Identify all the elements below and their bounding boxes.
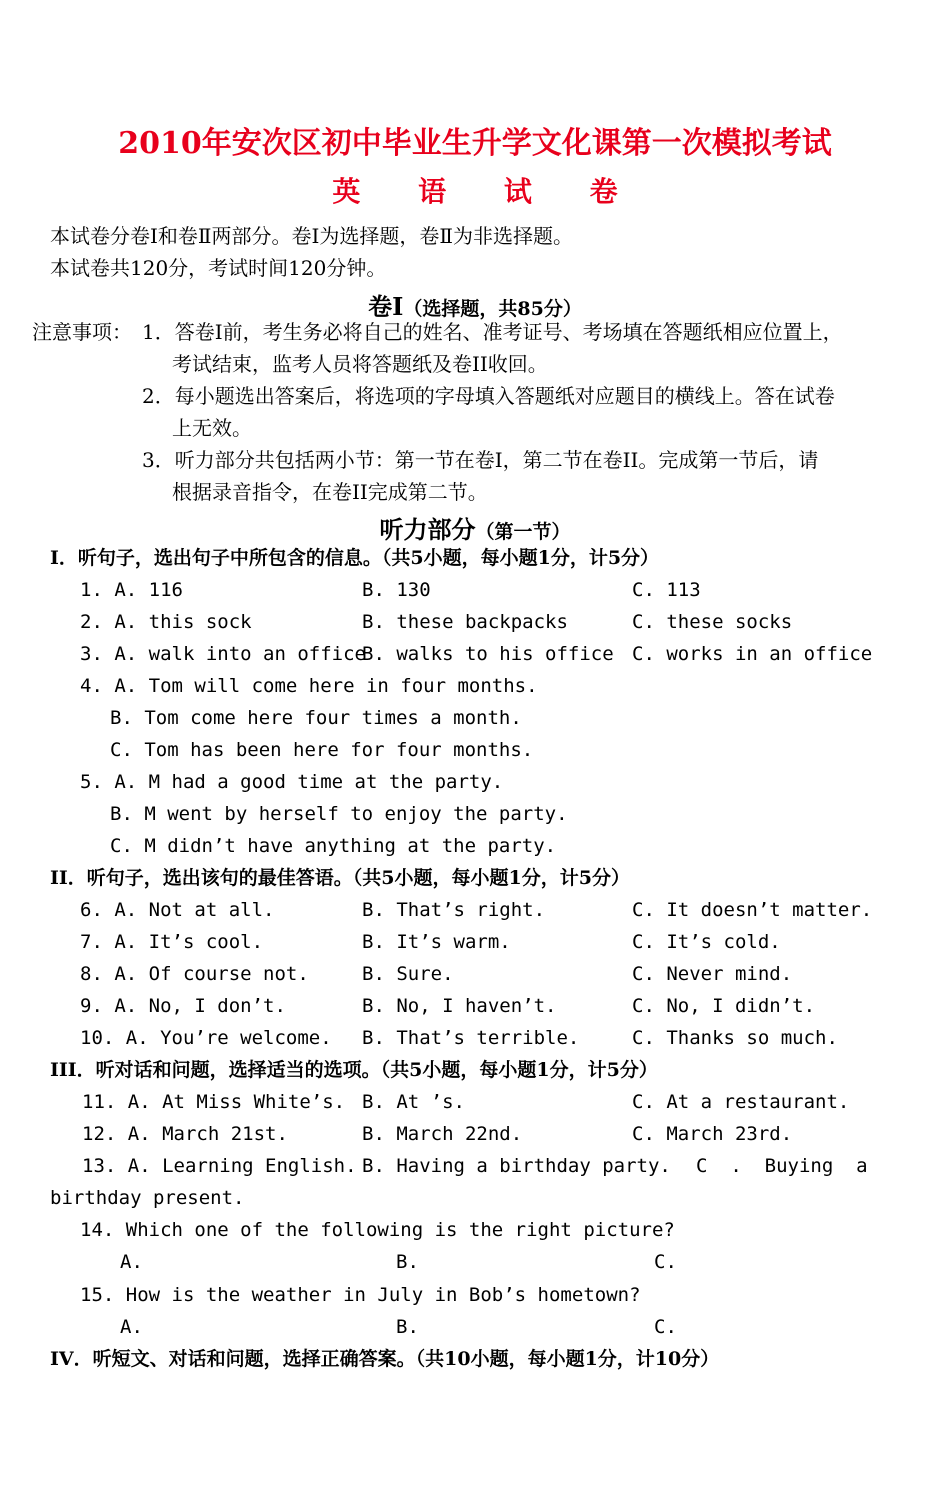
q9-option-c: C. No, I didn’t. (632, 995, 816, 1017)
section-1-heading: I．听句子，选出句子中所包含的信息。（共5小题，每小题1分，计5分） (50, 547, 660, 569)
q14-option-b: B. (396, 1251, 419, 1273)
q5-option-b: B. M went by herself to enjoy the party. (110, 803, 568, 825)
note-3-line-1: 3．听力部分共包括两小节：第一节在卷Ⅰ，第二节在卷II。完成第一节后，请 (142, 448, 819, 472)
intro-line-2: 本试卷共120分，考试时间120分钟。 (50, 256, 387, 280)
q7-option-b: B. It’s warm. (362, 931, 511, 953)
q15-option-b: B. (396, 1316, 419, 1338)
q4-option-c: C. Tom has been here for four months. (110, 739, 534, 761)
q3-option-a: 3. A. walk into an office (80, 643, 366, 665)
note-1-line-1: 1．答卷Ⅰ前，考生务必将自己的姓名、准考证号、考场填在答题纸相应位置上， (142, 320, 843, 344)
part1-heading-note: （选择题，共85分） (403, 298, 582, 320)
q12-option-c: C. March 23rd. (632, 1123, 793, 1145)
part1-heading-main: 卷Ⅰ (368, 292, 404, 321)
q2-option-a: 2. A. this sock (80, 611, 252, 633)
q11-option-b: B. At ’s. (362, 1091, 465, 1113)
q13-option-c-continued: birthday present. (50, 1187, 245, 1209)
q7-option-a: 7. A. It’s cool. (80, 931, 264, 953)
q4-option-b: B. Tom come here four times a month. (110, 707, 522, 729)
intro-line-1: 本试卷分卷Ⅰ和卷Ⅱ两部分。卷Ⅰ为选择题，卷Ⅱ为非选择题。 (50, 224, 573, 248)
q11-option-a: 11. A. At Miss White’s. (82, 1091, 346, 1113)
q5-option-c: C. M didn’t have anything at the party. (110, 835, 557, 857)
q6-option-b: B. That’s right. (362, 899, 546, 921)
q12-option-b: B. March 22nd. (362, 1123, 523, 1145)
q11-option-c: C. At a restaurant. (632, 1091, 850, 1113)
section-3-heading: III．听对话和问题，选择适当的选项。（共5小题，每小题1分，计5分） (50, 1059, 658, 1081)
q4-option-a: 4. A. Tom will come here in four months. (80, 675, 538, 697)
q3-option-c: C. works in an office (632, 643, 873, 665)
q3-option-b: B. walks to his office (362, 643, 614, 665)
q14-question: 14. Which one of the following is the right picture? (80, 1219, 675, 1241)
q12-option-a: 12. A. March 21st. (82, 1123, 288, 1145)
exam-subtitle: 英 语 试 卷 (332, 175, 642, 208)
q6-option-c: C. It doesn’t matter. (632, 899, 873, 921)
q9-option-a: 9. A. No, I don’t. (80, 995, 286, 1017)
q7-option-c: C. It’s cold. (632, 931, 781, 953)
q13-option-a: 13. A. Learning English. (82, 1155, 357, 1177)
q15-option-c: C. (654, 1316, 677, 1338)
note-2-line-1: 2．每小题选出答案后，将选项的字母填入答题纸对应题目的横线上。答在试卷 (142, 384, 835, 408)
q14-option-a: A. (120, 1251, 143, 1273)
q2-option-b: B. these backpacks (362, 611, 568, 633)
q10-option-b: B. That’s terrible. (362, 1027, 580, 1049)
part1-heading (0, 287, 950, 322)
q8-option-b: B. Sure. (362, 963, 454, 985)
q8-option-c: C. Never mind. (632, 963, 793, 985)
note-1-line-2: 考试结束，监考人员将答题纸及卷II收回。 (172, 352, 548, 376)
q13-option-c: C . Buying a (696, 1155, 868, 1177)
q13-option-b: B. Having a birthday party. (362, 1155, 671, 1177)
note-2-line-2: 上无效。 (172, 416, 252, 440)
q1-option-b: B. 130 (362, 579, 431, 601)
section-2-heading: II．听句子，选出该句的最佳答语。（共5小题，每小题1分，计5分） (50, 867, 630, 889)
q2-option-c: C. these socks (632, 611, 793, 633)
note-3-line-2: 根据录音指令，在卷II完成第二节。 (172, 480, 488, 504)
q15-option-a: A. (120, 1316, 143, 1338)
q9-option-b: B. No, I haven’t. (362, 995, 557, 1017)
q5-option-a: 5. A. M had a good time at the party. (80, 771, 504, 793)
listening-heading-note: （第一节） (475, 521, 571, 543)
q15-question: 15. How is the weather in July in Bob’s hometown? (80, 1284, 641, 1306)
listening-heading-main: 听力部分 (379, 515, 476, 544)
q6-option-a: 6. A. Not at all. (80, 899, 275, 921)
q10-option-a: 10. A. You’re welcome. (80, 1027, 332, 1049)
section-4-heading: IV．听短文、对话和问题，选择正确答案。（共10小题，每小题1分，计10分） (50, 1348, 720, 1370)
q1-option-c: C. 113 (632, 579, 701, 601)
q10-option-c: C. Thanks so much. (632, 1027, 838, 1049)
q8-option-a: 8. A. Of course not. (80, 963, 309, 985)
exam-title: 2010年安次区初中毕业生升学文化课第一次模拟考试 (118, 126, 832, 161)
listening-heading (0, 510, 950, 545)
q14-option-c: C. (654, 1251, 677, 1273)
q1-option-a: 1. A. 116 (80, 579, 183, 601)
notes-label: 注意事项： (32, 320, 132, 344)
